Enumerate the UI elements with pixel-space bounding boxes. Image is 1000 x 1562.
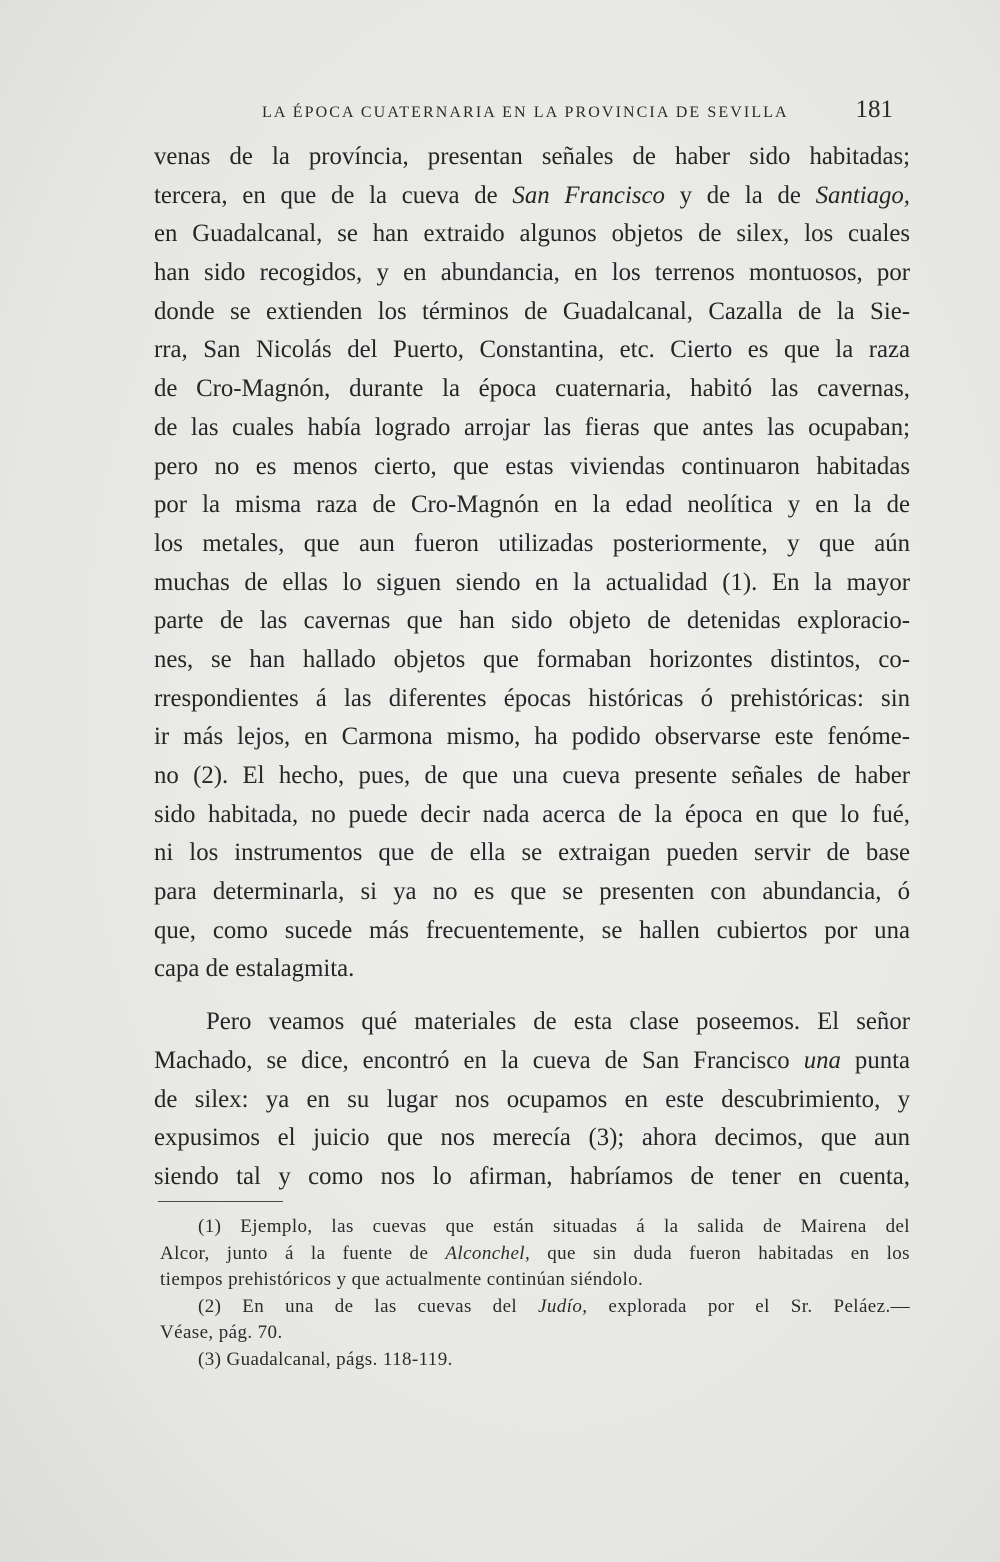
text-line: para determinarla, si ya no es que se presenten con abundancia, ó [154,878,910,906]
footnote-line: tiempos prehistóricos y que actualmente continúan siéndolo. [160,1269,644,1290]
text-line: expusimos el juicio que nos merecía (3); ahora decimos, que aun [154,1124,910,1152]
italic-place-name: San Francisco [512,181,665,209]
text-line: de Cro-Magnón, durante la época cuaternaria, habitó las cavernas, [154,375,910,403]
body-text [154,138,910,1197]
footnote-line: (2) En una de las cuevas del Judío, explorada por el Sr. Peláez.— [198,1295,911,1317]
footnote-rule [158,1201,283,1202]
text-line: no (2). El hecho, pues, de que una cueva presente señales de haber [154,762,910,789]
footnote-line: (3) Guadalcanal, págs. 118-119. [198,1348,453,1370]
text-line: donde se extienden los términos de Guadalcanal, Cazalla de la Sie- [154,297,910,325]
text-line: han sido recogidos, y en abundancia, en los terrenos montuosos, por [154,259,910,287]
text-line: parte de las cavernas que han sido objeto de detenidas exploracio- [154,607,910,635]
text-line: capa de estalagmita. [154,955,355,983]
text-line: pero no es menos cierto, que estas viviendas continuaron habitadas [154,452,910,480]
text-line: sido habitada, no puede decir nada acerca de la época en que lo fué, [154,800,910,828]
text-line: siendo tal y como nos lo afirman, habríamos de tener en cuenta, [154,1162,910,1190]
running-head: LA ÉPOCA CUATERNARIA EN LA PROVINCIA DE SEVILLA [262,104,789,121]
footnote-line: Véase, pág. 70. [160,1322,283,1343]
text-line: de silex: ya en su lugar nos ocupamos en este descubrimiento, y [154,1085,910,1113]
footnote-line: (1) Ejemplo, las cuevas que están situadas á la salida de Mairena del [198,1216,910,1237]
footnote-line: Alcor, junto á la fuente de Alconchel, que sin duda fueron habitadas en los [160,1242,910,1264]
text-line: ir más lejos, en Carmona mismo, ha podido observarse este fenóme- [154,723,910,751]
text-line: ni los instrumentos que de ella se extraigan pueden servir de base [154,839,910,867]
italic-place-name: Alconchel, [445,1242,531,1264]
text-line: rrespondientes á las diferentes épocas históricas ó prehistóricas: sin [154,684,910,712]
text-line: muchas de ellas lo siguen siendo en la actualidad (1). En la mayor [154,568,910,596]
page-number: 181 [855,96,893,123]
footnotes [160,1214,910,1373]
text-line: que, como sucede más frecuentemente, se hallen cubiertos por una [154,916,910,944]
text-line: los metales, que aun fueron utilizadas posteriormente, y que aún [154,529,910,557]
italic-emphasis: una [803,1046,841,1074]
page-header [262,96,897,132]
text-line: Pero veamos qué materiales de esta clase poseemos. El señor [206,1008,910,1036]
text-line: tercera, en que de la cueva de San Francisco y de la de Santiago, [154,181,911,209]
italic-place-name: Judío, [538,1295,588,1317]
text-line: rra, San Nicolás del Puerto, Constantina, etc. Cierto es que la raza [154,336,910,364]
text-line: venas de la província, presentan señales de haber sido habitadas; [154,143,910,170]
italic-place-name: Santiago, [815,181,911,209]
text-line: por la misma raza de Cro-Magnón en la edad neolítica y en la de [154,491,910,519]
text-line: de las cuales había logrado arrojar las fieras que antes las ocupaban; [154,413,910,441]
text-line: en Guadalcanal, se han extraido algunos objetos de silex, los cuales [154,220,910,248]
text-line: Machado, se dice, encontró en la cueva de San Francisco una punta [154,1046,911,1074]
text-line: nes, se han hallado objetos que formaban horizontes distintos, co- [154,645,910,673]
